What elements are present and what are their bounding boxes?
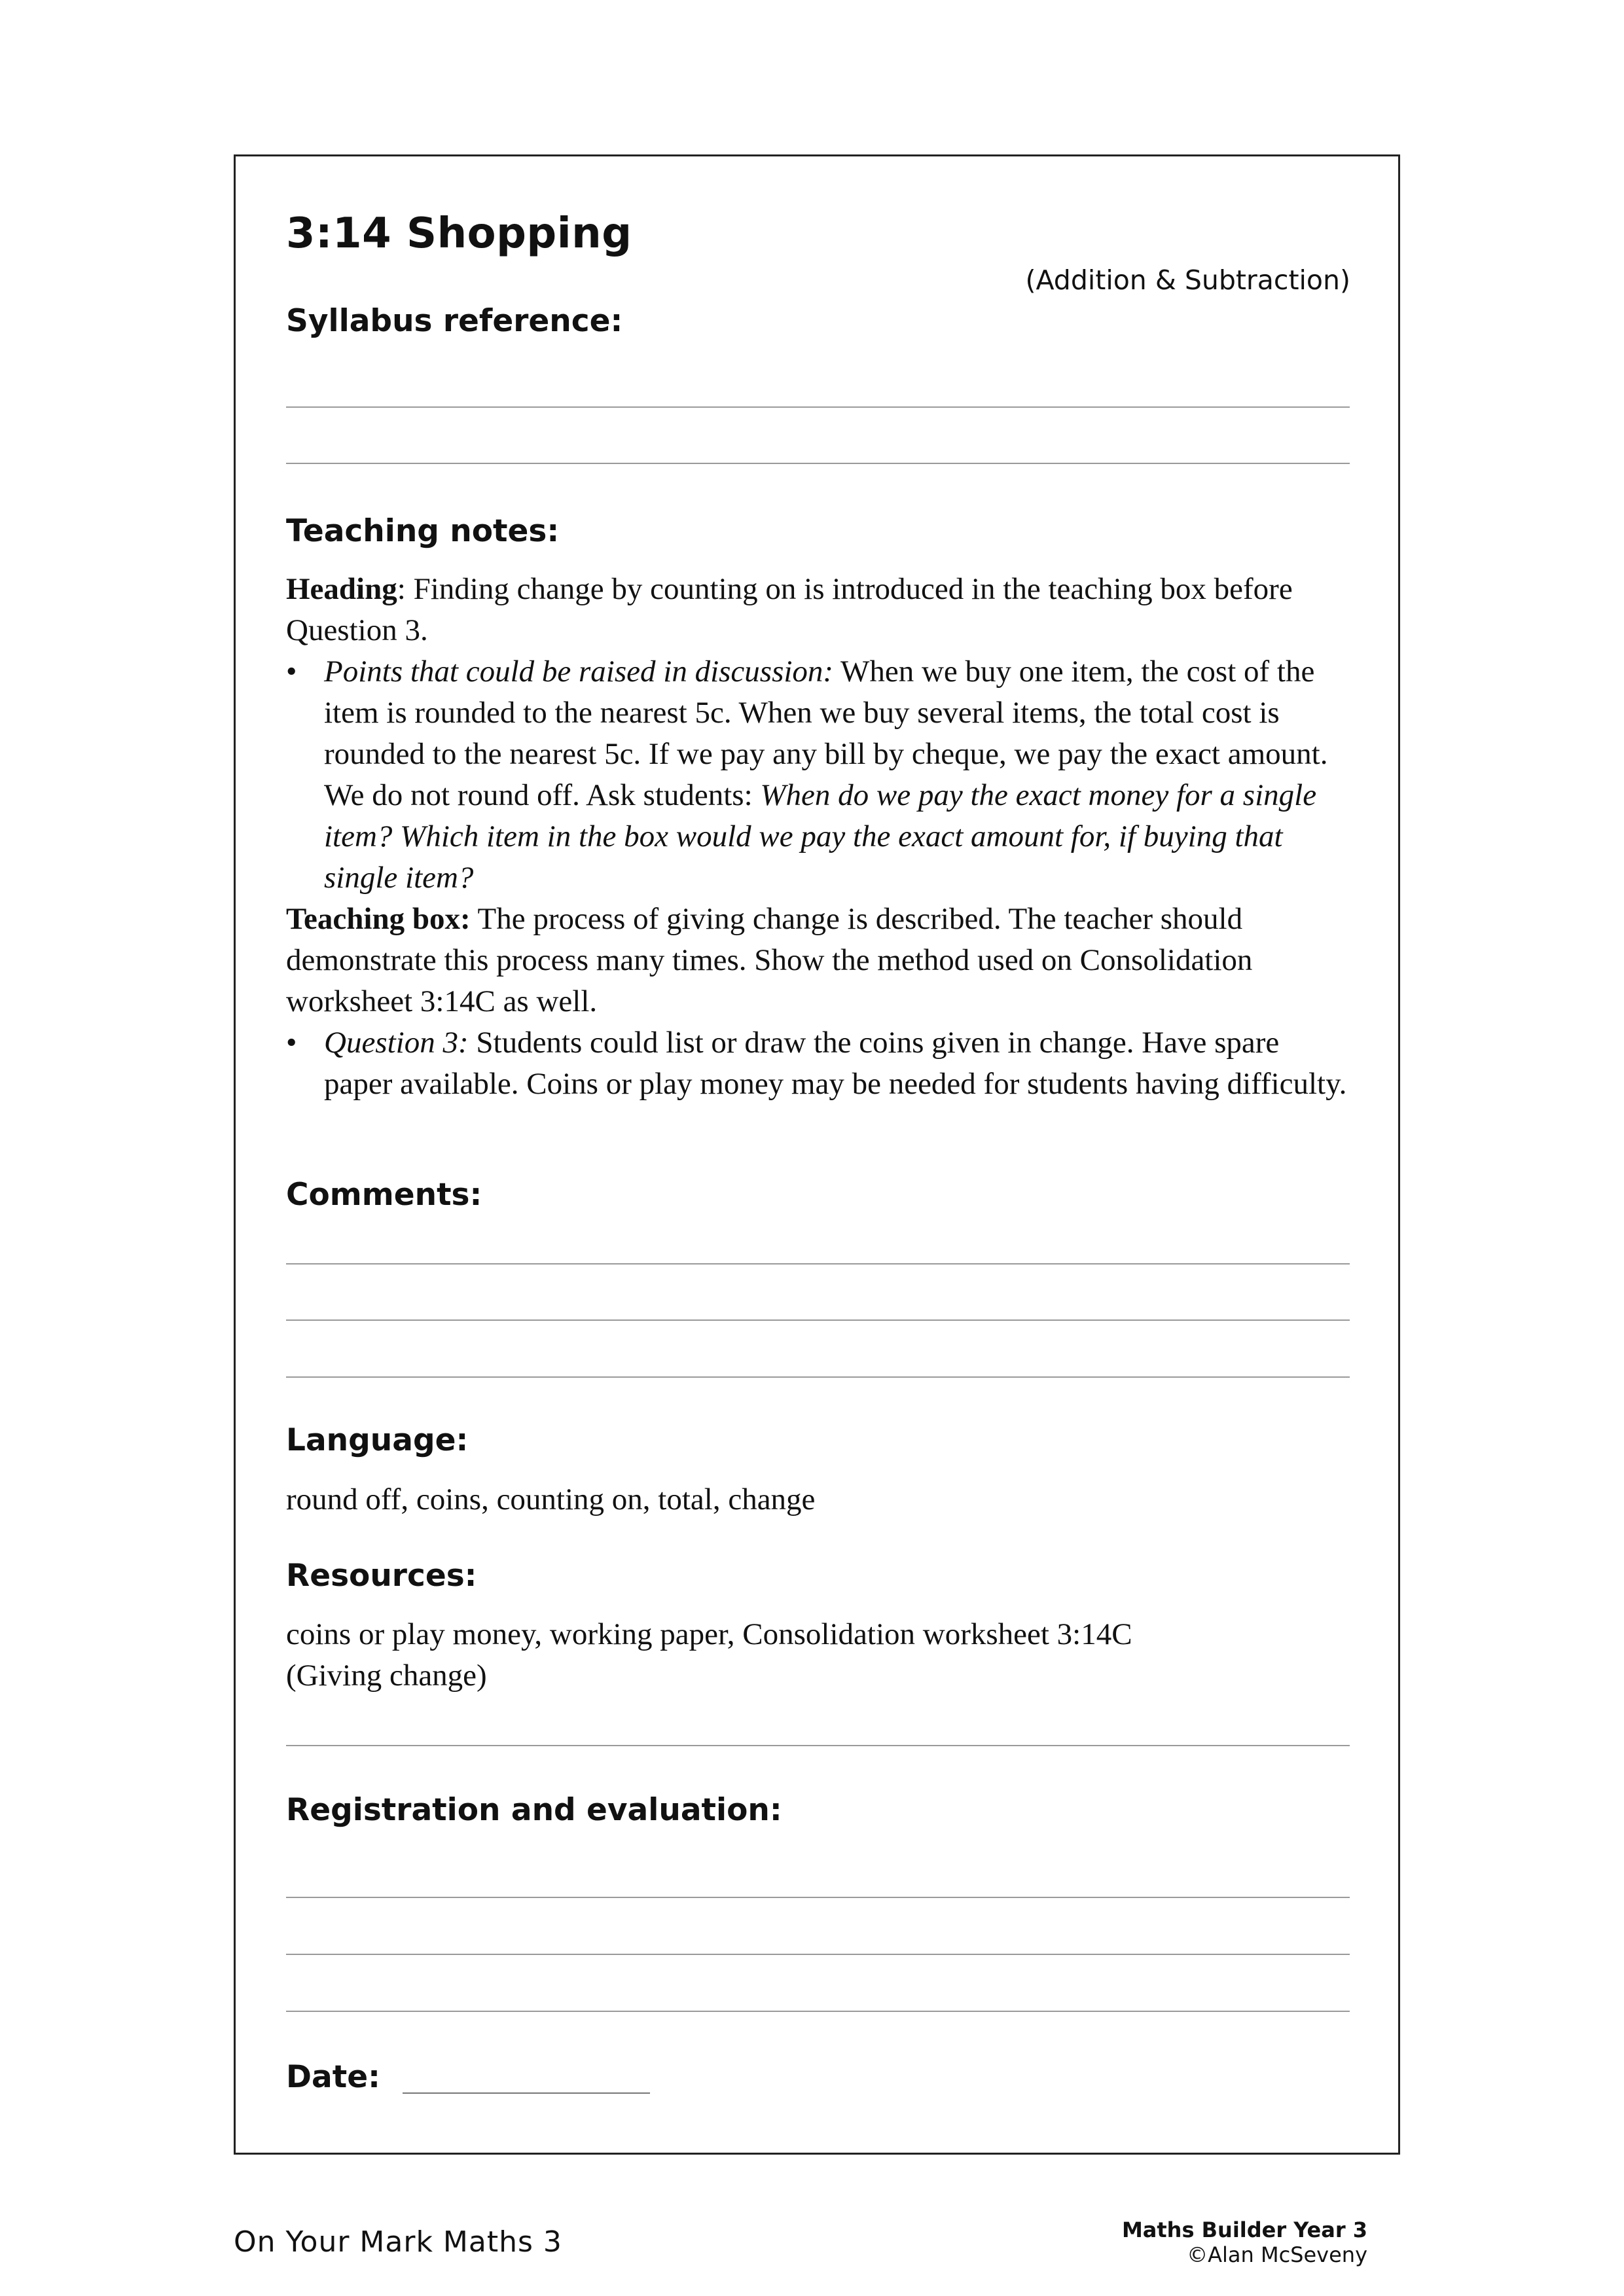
list-item (286, 651, 1353, 899)
resources-heading: Resources: (286, 1558, 477, 1594)
bullet-icon: • (286, 1026, 297, 1060)
page-title: 3:14 Shopping (286, 209, 632, 258)
footer-series-title: On Your Mark Maths 3 (234, 2225, 562, 2259)
resources-line (286, 1745, 1350, 1746)
comments-line-3 (286, 1376, 1350, 1378)
question-text: Students could list or draw the coins given in change. Have spare paper available. Coins or play money may be needed for students having difficulty. (324, 1026, 1347, 1101)
heading-label: Heading (286, 572, 397, 606)
date-field-line (403, 2092, 650, 2094)
teaching-box-text: The process of giving change is described. The teacher should demonstrate this process many times. Show the method used on Consolidation worksheet 3:14C as well. (286, 902, 1253, 1018)
resources-line-1: coins or play money, working paper, Consolidation worksheet 3:14C (286, 1617, 1132, 1651)
language-text: round off, coins, counting on, total, change (286, 1482, 816, 1516)
syllabus-line-2 (286, 463, 1350, 464)
discussion-label: Points that could be raised in discussion: (324, 655, 834, 689)
subject-label: (Addition & Subtraction) (1025, 264, 1350, 296)
bullet-icon: • (286, 655, 297, 689)
registration-line-1 (286, 1897, 1350, 1898)
registration-line-3 (286, 2011, 1350, 2012)
syllabus-heading: Syllabus reference: (286, 303, 623, 339)
page-frame (234, 154, 1400, 2155)
language-heading: Language: (286, 1422, 469, 1458)
heading-paragraph (286, 569, 1353, 651)
resources-text (286, 1614, 1353, 1696)
discussion-questions: When do we pay the exact money for a single item? Which item in the box would we pay the exact amount for, if buying that single item? (324, 778, 1317, 895)
teaching-box-label: Teaching box: (286, 902, 471, 936)
list-item (286, 1022, 1353, 1105)
footer-copyright: ©Alan McSeveny (1187, 2242, 1367, 2267)
footer-credit (1122, 2217, 1367, 2267)
teaching-notes-heading: Teaching notes: (286, 513, 560, 549)
teaching-notes-body (286, 569, 1353, 1105)
date-label: Date: (286, 2059, 380, 2095)
teaching-box-paragraph (286, 899, 1353, 1022)
comments-line-2 (286, 1319, 1350, 1321)
comments-heading: Comments: (286, 1177, 482, 1213)
footer-brand: Maths Builder Year 3 (1121, 2217, 1367, 2242)
registration-line-2 (286, 1954, 1350, 1955)
registration-heading: Registration and evaluation: (286, 1792, 782, 1828)
heading-text: : Finding change by counting on is introduced in the teaching box before Question 3. (286, 572, 1293, 647)
syllabus-line-1 (286, 406, 1350, 408)
discussion-text: When we buy one item, the cost of the item is rounded to the nearest 5c. When we buy several items, the total cost is rounded to the nearest 5c. If we pay any bill by cheque, we pay the exact amount. We do not round off. Ask students: (324, 655, 1328, 812)
question-label: Question 3: (324, 1026, 469, 1060)
comments-line-1 (286, 1263, 1350, 1265)
resources-line-2: (Giving change) (286, 1659, 487, 1693)
